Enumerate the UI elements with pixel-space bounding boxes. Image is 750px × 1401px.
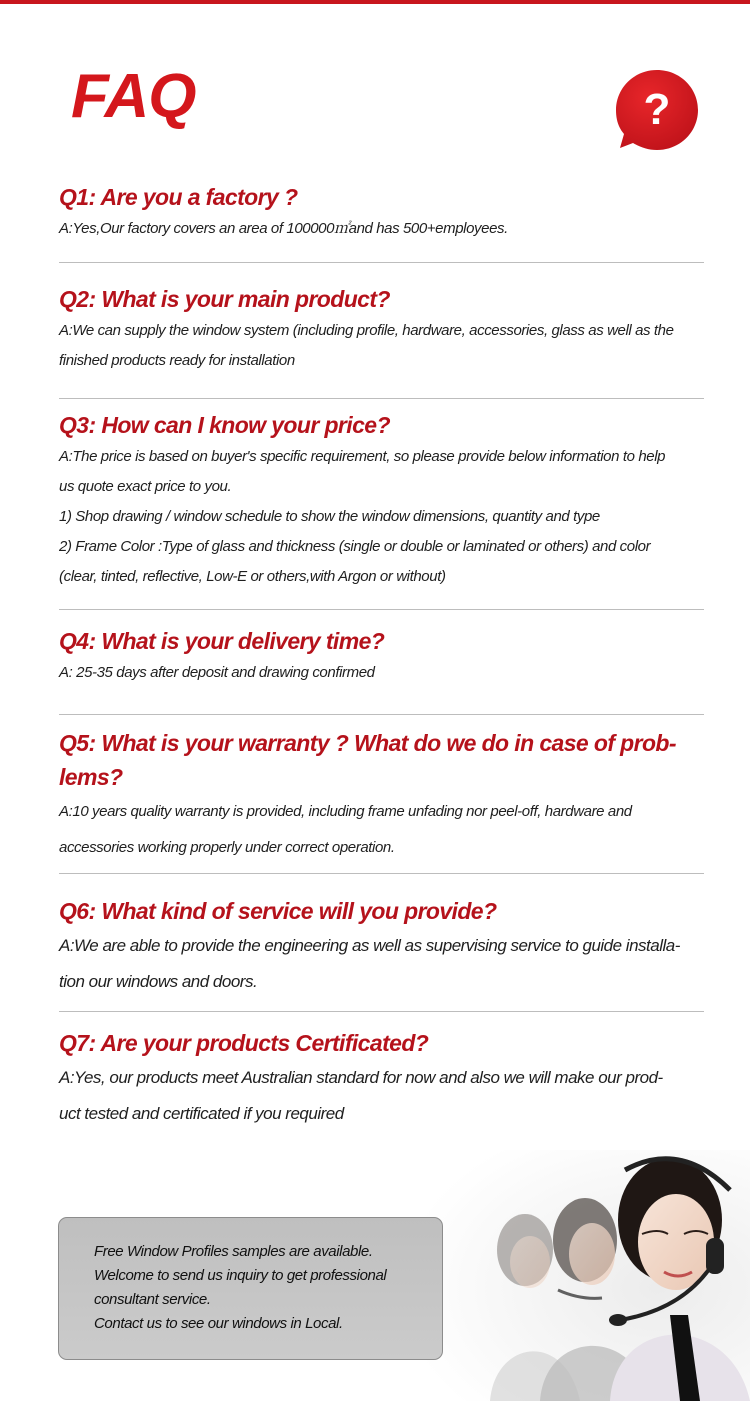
faq-answer-line: A:10 years quality warranty is provided, including frame unfading nor peel-off, hardware and: [59, 803, 632, 820]
faq-question-continued: lems?: [59, 764, 123, 790]
faq-answer-line: (clear, tinted, reflective, Low-E or others,with Argon or without): [59, 568, 446, 585]
faq-answer-line: A:The price is based on buyer's specific requirement, so please provide below information to help: [59, 448, 666, 465]
faq-answer-line: accessories working properly under correct operation.: [59, 839, 395, 856]
faq-answer-line: tion our windows and doors.: [59, 972, 258, 991]
faq-item-5: [59, 726, 709, 866]
faq-answer-line: A: 25-35 days after deposit and drawing confirmed: [59, 664, 375, 681]
faq-question: Q2: What is your main product?: [59, 286, 390, 312]
footer: [0, 1150, 750, 1401]
faq-question: Q7: Are your products Certificated?: [59, 1030, 429, 1056]
faq-answer-line: us quote exact price to you.: [59, 478, 232, 495]
faq-answer-line: A:Yes,Our factory covers an area of 100000㎡and has 500+employees.: [59, 220, 508, 237]
top-accent-bar: [0, 0, 750, 4]
divider: [59, 398, 704, 399]
samples-notice-box: [58, 1217, 443, 1360]
faq-item-1: [59, 180, 709, 244]
question-bubble-icon: [612, 66, 702, 156]
notice-line: Contact us to see our windows in Local.: [94, 1315, 343, 1332]
faq-answer-line: 2) Frame Color :Type of glass and thickness (single or double or laminated or others) and color: [59, 538, 651, 555]
faq-answer-line: 1) Shop drawing / window schedule to show the window dimensions, quantity and type: [59, 508, 600, 525]
faq-question: Q5: What is your warranty ? What do we do in case of prob-: [59, 730, 676, 756]
faq-answer-line: A:Yes, our products meet Australian standard for now and also we will make our prod-: [59, 1068, 663, 1087]
faq-answer-line: A:We are able to provide the engineering as well as supervising service to guide installa-: [59, 936, 680, 955]
divider: [59, 1011, 704, 1012]
faq-item-4: [59, 624, 709, 688]
divider: [59, 609, 704, 610]
page-title: FAQ: [71, 62, 196, 131]
faq-answer-line: finished products ready for installation: [59, 352, 295, 369]
notice-line: Free Window Profiles samples are available.: [94, 1243, 373, 1260]
divider: [59, 262, 704, 263]
divider: [59, 873, 704, 874]
divider: [59, 714, 704, 715]
faq-question: Q6: What kind of service will you provide?: [59, 898, 497, 924]
faq-item-7: [59, 1026, 709, 1132]
svg-text:?: ?: [643, 85, 671, 134]
notice-line: Welcome to send us inquiry to get professional: [94, 1267, 387, 1284]
faq-item-2: [59, 282, 709, 376]
faq-answer-line: A:We can supply the window system (including profile, hardware, accessories, glass as well as the: [59, 322, 674, 339]
faq-question: Q4: What is your delivery time?: [59, 628, 385, 654]
faq-question: Q3: How can I know your price?: [59, 412, 390, 438]
faq-item-3: [59, 408, 709, 592]
faq-answer-line: uct tested and certificated if you required: [59, 1104, 344, 1123]
faq-item-6: [59, 894, 709, 1000]
notice-line: consultant service.: [94, 1291, 211, 1308]
faq-question: Q1: Are you a factory ?: [59, 184, 298, 210]
